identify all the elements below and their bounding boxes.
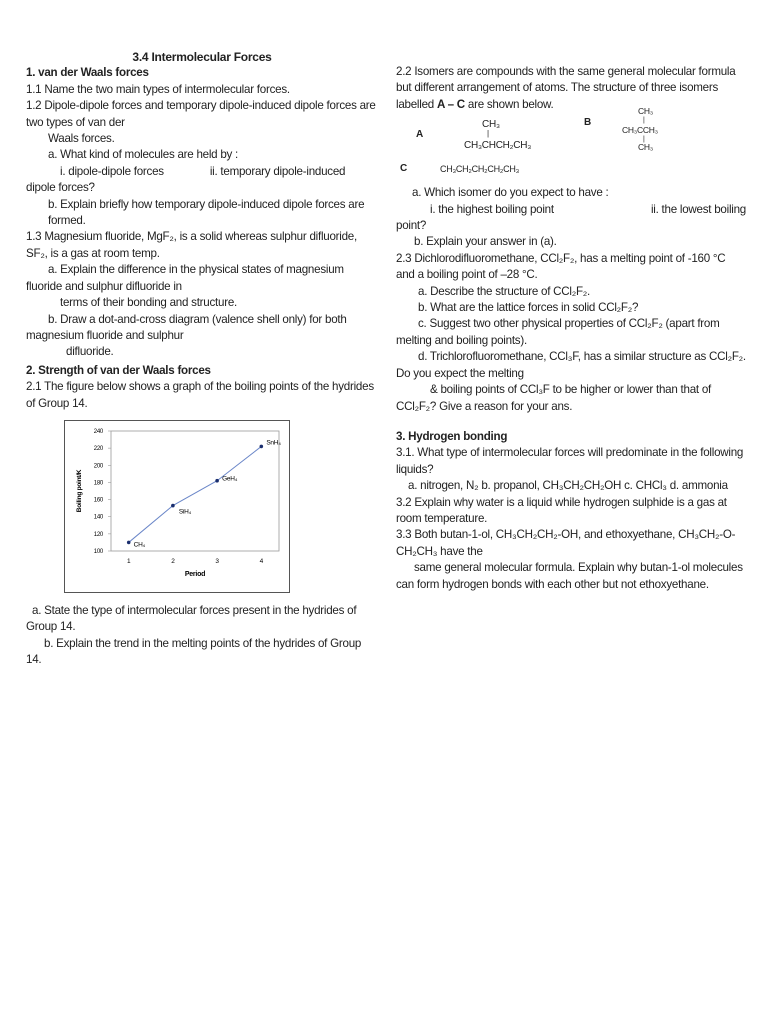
question-2-1: 2.1 The figure below shows a graph of the boiling points of the hydrides of Group 14. [26,380,374,410]
question-1-2a-i: i. dipole-dipole forces [60,164,164,178]
question-2-3d: d. Trichlorofluoromethane, CCl₃F, has a similar structure as CCl₂F₂. Do you expect the melting [396,350,746,380]
y-tick-label: 220 [93,446,103,453]
question-1-2a-options [26,164,378,180]
isomer-a-chain: CH₃CHCH₂CH₃ [464,140,532,152]
y-axis-label: Boiling point/K [76,469,83,513]
series-line [129,446,262,542]
y-tick-label: 240 [93,428,103,435]
data-point [215,479,219,483]
x-axis-label: Period [184,570,206,578]
isomer-b-bottom-branch: CH₃ [638,142,653,153]
question-2-2a-i: i. the highest boiling point [430,202,554,216]
question-2-2b: b. Explain your answer in (a). [414,235,557,249]
question-3-3: 3.3 Both butan-1-ol, CH₃CH₂CH₂-OH, and ethoxyethane, CH₃CH₂-O-CH₂CH₃ have the [396,528,736,558]
question-2-3a: a. Describe the structure of CCl₂F₂. [418,284,591,298]
question-1-2: 1.2 Dipole-dipole forces and temporary dipole-induced dipole forces are two types of van der [26,99,376,129]
section-2-heading: 2. Strength of van der Waals forces [26,363,211,377]
question-2-1b: b. Explain the trend in the melting points of the hydrides of Group 14. [26,636,362,667]
question-1-3b: b. Draw a dot-and-cross diagram (valence shell only) for both magnesium fluoride and sulphur [26,312,347,342]
isomer-a-branch: CH₃ [482,119,500,131]
question-2-2: 2.2 Isomers are compounds with the same general molecular formula but different arrangement of atoms. The structure of three isomers labelled A – C are shown below. [396,65,736,111]
isomer-c-label: C [400,163,407,175]
question-1-3: 1.3 Magnesium fluoride, MgF₂, is a solid whereas sulphur difluoride, SF₂, is a gas at room temp. [26,230,357,260]
question-3-1-options: a. nitrogen, N₂ b. propanol, CH₃CH₂CH₂OH c. CHCl₃ d. ammonia [408,479,728,493]
data-point-label: SnH₄ [266,439,281,447]
section-1-heading: 1. van der Waals forces [26,66,149,80]
data-point [127,541,131,545]
question-1-2-continued: Waals forces. [48,132,115,146]
y-tick-label: 160 [93,497,103,504]
question-1-2a-continued: dipole forces? [26,181,95,195]
isomer-b-bottom-bond: | [643,136,645,144]
question-3-1: 3.1. What type of intermolecular forces will predominate in the following liquids? [396,446,744,476]
question-1-3b-continued: difluoride. [66,345,114,359]
boiling-point-chart [65,421,289,592]
x-tick-label: 3 [215,557,219,565]
y-tick-label: 140 [93,514,103,521]
y-tick-label: 100 [93,548,103,555]
isomer-structures [396,106,746,193]
question-1-1: 1.1 Name the two main types of intermolecular forces. [26,82,290,96]
isomer-a-label: A [416,129,423,141]
question-2-3: 2.3 Dichlorodifluoromethane, CCl₂F₂, has a melting point of -160 °C and a boiling point of –28 °C. [396,251,726,282]
boiling-point-graph [64,420,290,593]
question-2-3b: b. What are the lattice forces in solid CCl₂F₂? [418,301,639,315]
question-1-3a: a. Explain the difference in the physical states of magnesium fluoride and sulphur difluoride in [26,263,344,293]
isomer-a-bond: | [487,129,489,139]
isomer-b-label: B [584,117,591,129]
data-point [171,504,175,508]
right-column [396,64,746,593]
y-tick-label: 180 [93,480,103,487]
data-point-label: GeH₄ [222,475,238,483]
section-3-heading: 3. Hydrogen bonding [396,429,508,443]
x-tick-label: 1 [126,557,131,565]
isomer-b-chain: CH₃CCH₃ [622,125,658,136]
page-title: 3.4 Intermolecular Forces [132,50,272,64]
left-column [26,49,378,669]
question-2-3c: c. Suggest two other physical properties of CCl₂F₂ (apart from melting and boiling points). [396,317,720,347]
question-1-2a-ii: ii. temporary dipole-induced [209,164,346,178]
plot-area [111,431,279,551]
isomer-range: A – C [436,97,465,111]
data-point-label: SiH₄ [178,508,192,516]
x-tick-label: 4 [259,557,264,565]
question-2-2a: a. Which isomer do you expect to have : [412,186,609,200]
question-1-2b: b. Explain briefly how temporary dipole-induced dipole forces are formed. [48,197,365,228]
question-2-2a-continued: point? [396,219,427,233]
question-1-2a: a. What kind of molecules are held by : [48,148,239,162]
question-2-2a-options [396,202,746,218]
question-2-2a-ii: ii. the lowest boiling [650,202,746,216]
data-point [260,445,264,449]
isomer-b-top-branch: CH₃ [638,106,653,117]
question-2-1a: a. State the type of intermolecular forces present in the hydrides of Group 14. [26,603,357,634]
x-tick-label: 2 [171,557,175,565]
question-1-3a-continued: terms of their bonding and structure. [60,296,237,310]
y-tick-label: 120 [93,531,103,538]
y-tick-label: 200 [93,463,103,470]
question-2-3d-continued: & boiling points of CCl₃F to be higher or lower than that of CCl₂F₂? Give a reason for your ans. [396,383,712,413]
isomer-b-top-bond: | [643,117,645,125]
question-3-2: 3.2 Explain why water is a liquid while hydrogen sulphide is a gas at room temperature. [396,495,727,525]
question-3-3-continued: same general molecular formula. Explain why butan-1-ol molecules can form hydrogen bonds with each other but not ethoxyethane. [396,561,743,591]
isomer-c-chain: CH₃CH₂CH₂CH₂CH₃ [440,164,520,175]
data-point-label: CH₄ [133,541,145,549]
